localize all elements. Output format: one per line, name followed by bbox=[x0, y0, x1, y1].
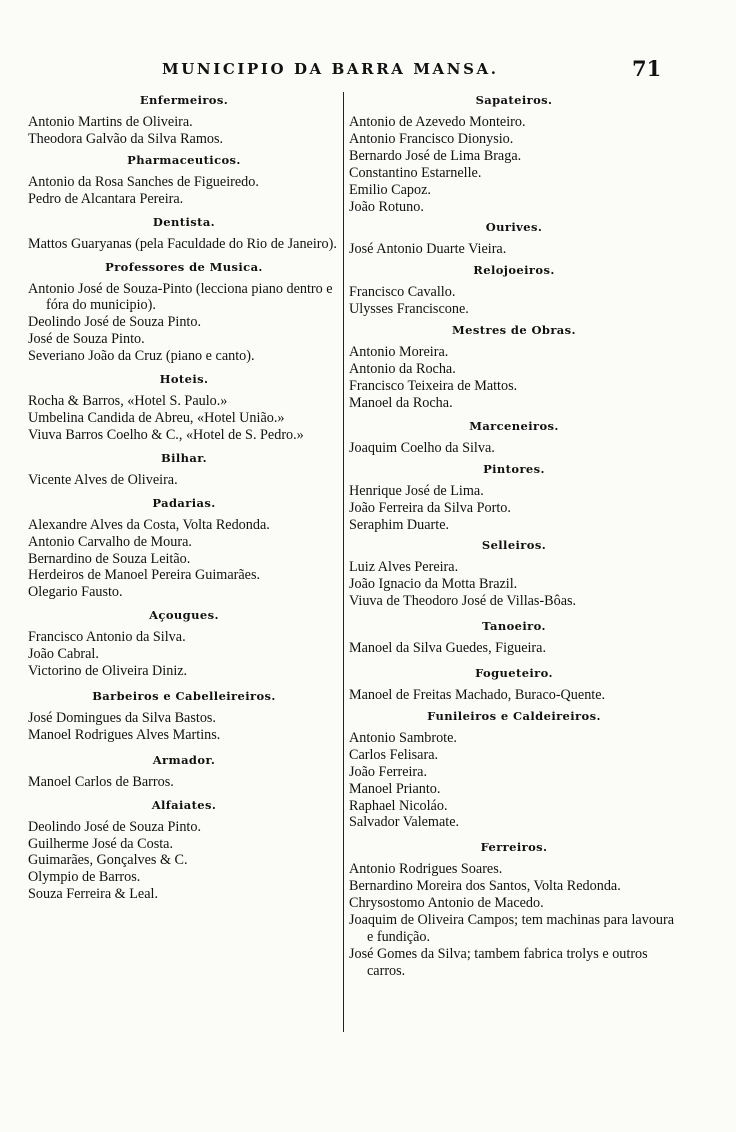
section-heading: Hoteis. bbox=[159, 372, 209, 387]
directory-entry: Manoel Prianto. bbox=[349, 780, 441, 797]
section-heading: Pharmaceuticos. bbox=[127, 152, 241, 167]
directory-entry: Francisco Cavallo. bbox=[349, 284, 456, 301]
directory-entry: Chrysostomo Antonio de Macedo. bbox=[349, 895, 544, 912]
section-professores-de-musica bbox=[28, 259, 340, 366]
entry-list bbox=[28, 629, 340, 680]
section-heading: Açougues. bbox=[149, 608, 219, 623]
directory-entry: José Gomes da Silva; tambem fabrica trolys e outros carros. bbox=[349, 945, 648, 979]
entry-list bbox=[28, 236, 340, 253]
section-alfaiates bbox=[28, 797, 340, 904]
entry-list bbox=[349, 483, 679, 534]
directory-entry: Olegario Fausto. bbox=[28, 584, 123, 601]
directory-entry: Viuva Barros Coelho & C., «Hotel de S. Pedro.» bbox=[28, 426, 304, 443]
directory-entry: Olympio de Barros. bbox=[28, 869, 141, 886]
directory-entry: Guilherme José da Costa. bbox=[28, 835, 173, 852]
entry-list bbox=[28, 281, 340, 366]
section-heading: Pintores. bbox=[483, 461, 545, 476]
entry-list bbox=[28, 393, 340, 444]
section-ourives bbox=[349, 219, 679, 258]
section-relojoeiros bbox=[349, 262, 679, 318]
directory-entry: Seraphim Duarte. bbox=[349, 516, 450, 533]
directory-entry: Guimarães, Gonçalves & C. bbox=[28, 852, 188, 869]
section-heading: Ferreiros. bbox=[480, 840, 548, 855]
entry-list bbox=[349, 730, 679, 831]
directory-entry: Souza Ferreira & Leal. bbox=[28, 886, 158, 903]
directory-entry: Antonio da Rocha. bbox=[349, 361, 456, 378]
directory-entry: Deolindo José de Souza Pinto. bbox=[28, 314, 201, 331]
directory-entry: Francisco Antonio da Silva. bbox=[28, 629, 186, 646]
section-funileiros-e-caldeireiros bbox=[349, 708, 679, 831]
directory-entry: Vicente Alves de Oliveira. bbox=[28, 471, 178, 488]
directory-entry: Umbelina Candida de Abreu, «Hotel União.» bbox=[28, 409, 285, 426]
section-heading: Tanoeiro. bbox=[482, 619, 546, 634]
section-selleiros bbox=[349, 537, 679, 610]
directory-entry: Antonio Rodrigues Soares. bbox=[349, 861, 503, 878]
directory-entry: Antonio Martins de Oliveira. bbox=[28, 114, 193, 130]
directory-entry: Manoel Carlos de Barros. bbox=[28, 773, 174, 790]
directory-entry: José Domingues da Silva Bastos. bbox=[28, 709, 216, 726]
section-barbeiros-e-cabelleireiros bbox=[28, 688, 340, 744]
entry-list bbox=[28, 710, 340, 744]
directory-entry: Antonio Sambrote. bbox=[349, 729, 457, 746]
directory-entry: Bernardino Moreira dos Santos, Volta Redonda. bbox=[349, 878, 621, 895]
directory-entry: Carlos Felisara. bbox=[349, 746, 439, 763]
section-dentista bbox=[28, 214, 340, 253]
section-heading: Relojoeiros. bbox=[473, 263, 555, 278]
directory-entry: Raphael Nicoláo. bbox=[349, 797, 448, 814]
directory-entry: Antonio de Azevedo Monteiro. bbox=[349, 114, 526, 130]
section-heading: Sapateiros. bbox=[475, 93, 553, 107]
directory-entry: Ulysses Franciscone. bbox=[349, 301, 469, 318]
directory-entry: Antonio Moreira. bbox=[349, 344, 449, 361]
directory-entry: Manoel de Freitas Machado, Buraco-Quente. bbox=[349, 687, 606, 704]
section-marceneiros bbox=[349, 418, 679, 457]
entry-list bbox=[349, 559, 679, 610]
page-number: 71 bbox=[632, 56, 662, 81]
entry-list bbox=[28, 114, 340, 148]
directory-entry: Viuva de Theodoro José de Villas-Bôas. bbox=[349, 593, 577, 610]
directory-entry: Joaquim Coelho da Silva. bbox=[349, 439, 495, 456]
entry-list bbox=[349, 241, 679, 258]
section-padarias bbox=[28, 495, 340, 602]
section-heading: Marceneiros. bbox=[469, 418, 559, 433]
directory-entry: João Ignacio da Motta Brazil. bbox=[349, 576, 518, 593]
directory-entry: Henrique José de Lima. bbox=[349, 482, 484, 499]
directory-entry: Constantino Estarnelle. bbox=[349, 164, 482, 181]
directory-entry: Pedro de Alcantara Pereira. bbox=[28, 190, 184, 207]
column-divider bbox=[343, 92, 344, 1032]
section-heading: Enfermeiros. bbox=[139, 93, 229, 107]
section-heading: Alfaiates. bbox=[151, 797, 217, 812]
section-armador bbox=[28, 752, 340, 791]
section-heading: Ourives. bbox=[485, 220, 543, 235]
directory-entry: Alexandre Alves da Costa, Volta Redonda. bbox=[28, 516, 270, 533]
section-mestres-de-obras bbox=[349, 322, 679, 412]
directory-entry: Antonio Carvalho de Moura. bbox=[28, 533, 192, 550]
section-hoteis bbox=[28, 371, 340, 444]
section-heading: Funileiros e Caldeireiros. bbox=[427, 708, 601, 723]
section-acougues bbox=[28, 607, 340, 680]
directory-entry: Joaquim de Oliveira Campos; tem machinas para lavoura e fundição. bbox=[349, 912, 675, 945]
section-tanoeiro bbox=[349, 618, 679, 657]
directory-entry: João Rotuno. bbox=[349, 198, 424, 215]
entry-list bbox=[28, 774, 340, 791]
directory-entry: Antonio Francisco Dionysio. bbox=[349, 130, 514, 147]
right-column bbox=[349, 92, 679, 980]
section-heading: Armador. bbox=[152, 752, 216, 767]
directory-entry: Antonio José de Souza-Pinto (lecciona piano dentro e fóra do municipio). bbox=[28, 280, 333, 314]
entry-list bbox=[349, 284, 679, 318]
directory-entry: Victorino de Oliveira Diniz. bbox=[28, 663, 188, 680]
section-enfermeiros bbox=[28, 92, 340, 148]
entry-list bbox=[349, 344, 679, 412]
section-heading: Bilhar. bbox=[160, 450, 208, 465]
entry-list bbox=[349, 440, 679, 457]
directory-entry: Manoel da Rocha. bbox=[349, 394, 453, 411]
directory-entry: Antonio da Rosa Sanches de Figueiredo. bbox=[28, 173, 259, 190]
directory-entry: Severiano João da Cruz (piano e canto). bbox=[28, 348, 255, 365]
section-bilhar bbox=[28, 450, 340, 489]
section-heading: Fogueteiro. bbox=[475, 666, 553, 681]
directory-entry: Manoel da Silva Guedes, Figueira. bbox=[349, 640, 547, 657]
left-column bbox=[28, 92, 340, 903]
directory-entry: Deolindo José de Souza Pinto. bbox=[28, 818, 201, 835]
entry-list bbox=[28, 174, 340, 208]
section-heading: Mestres de Obras. bbox=[452, 323, 576, 338]
directory-entry: Luiz Alves Pereira. bbox=[349, 559, 459, 576]
section-pintores bbox=[349, 461, 679, 534]
page-header bbox=[0, 56, 736, 88]
directory-entry: José de Souza Pinto. bbox=[28, 331, 145, 348]
section-ferreiros bbox=[349, 839, 679, 979]
directory-entry: Herdeiros de Manoel Pereira Guimarães. bbox=[28, 567, 261, 584]
section-heading: Barbeiros e Cabelleireiros. bbox=[92, 688, 276, 703]
section-heading: Padarias. bbox=[152, 495, 216, 510]
section-sapateiros bbox=[349, 92, 679, 215]
directory-entry: Rocha & Barros, «Hotel S. Paulo.» bbox=[28, 393, 228, 410]
directory-entry: Bernardo José de Lima Braga. bbox=[349, 147, 522, 164]
section-pharmaceuticos bbox=[28, 152, 340, 208]
entry-list bbox=[28, 472, 340, 489]
entry-list bbox=[349, 687, 679, 704]
directory-entry: José Antonio Duarte Vieira. bbox=[349, 241, 507, 258]
section-heading: Dentista. bbox=[152, 214, 216, 229]
section-fogueteiro bbox=[349, 665, 679, 704]
page-title: MUNICIPIO DA BARRA MANSA. bbox=[162, 60, 499, 78]
entry-list bbox=[349, 640, 679, 657]
entry-list bbox=[349, 114, 679, 215]
entry-list bbox=[28, 819, 340, 904]
directory-entry: João Ferreira da Silva Porto. bbox=[349, 499, 511, 516]
directory-entry: Manoel Rodrigues Alves Martins. bbox=[28, 726, 221, 743]
section-heading: Professores de Musica. bbox=[105, 259, 263, 274]
directory-entry: Mattos Guaryanas (pela Faculdade do Rio de Janeiro). bbox=[28, 235, 337, 252]
directory-entry: Emilio Capoz. bbox=[349, 181, 431, 198]
section-heading: Selleiros. bbox=[481, 538, 547, 553]
entry-list bbox=[28, 517, 340, 602]
directory-entry: João Ferreira. bbox=[349, 763, 427, 780]
directory-entry: Salvador Valemate. bbox=[349, 814, 460, 831]
directory-entry: Bernardino de Souza Leitão. bbox=[28, 550, 191, 567]
entry-list bbox=[349, 861, 679, 979]
directory-entry: João Cabral. bbox=[28, 646, 99, 663]
directory-entry: Francisco Teixeira de Mattos. bbox=[349, 377, 518, 394]
directory-entry: Theodora Galvão da Silva Ramos. bbox=[28, 130, 224, 147]
